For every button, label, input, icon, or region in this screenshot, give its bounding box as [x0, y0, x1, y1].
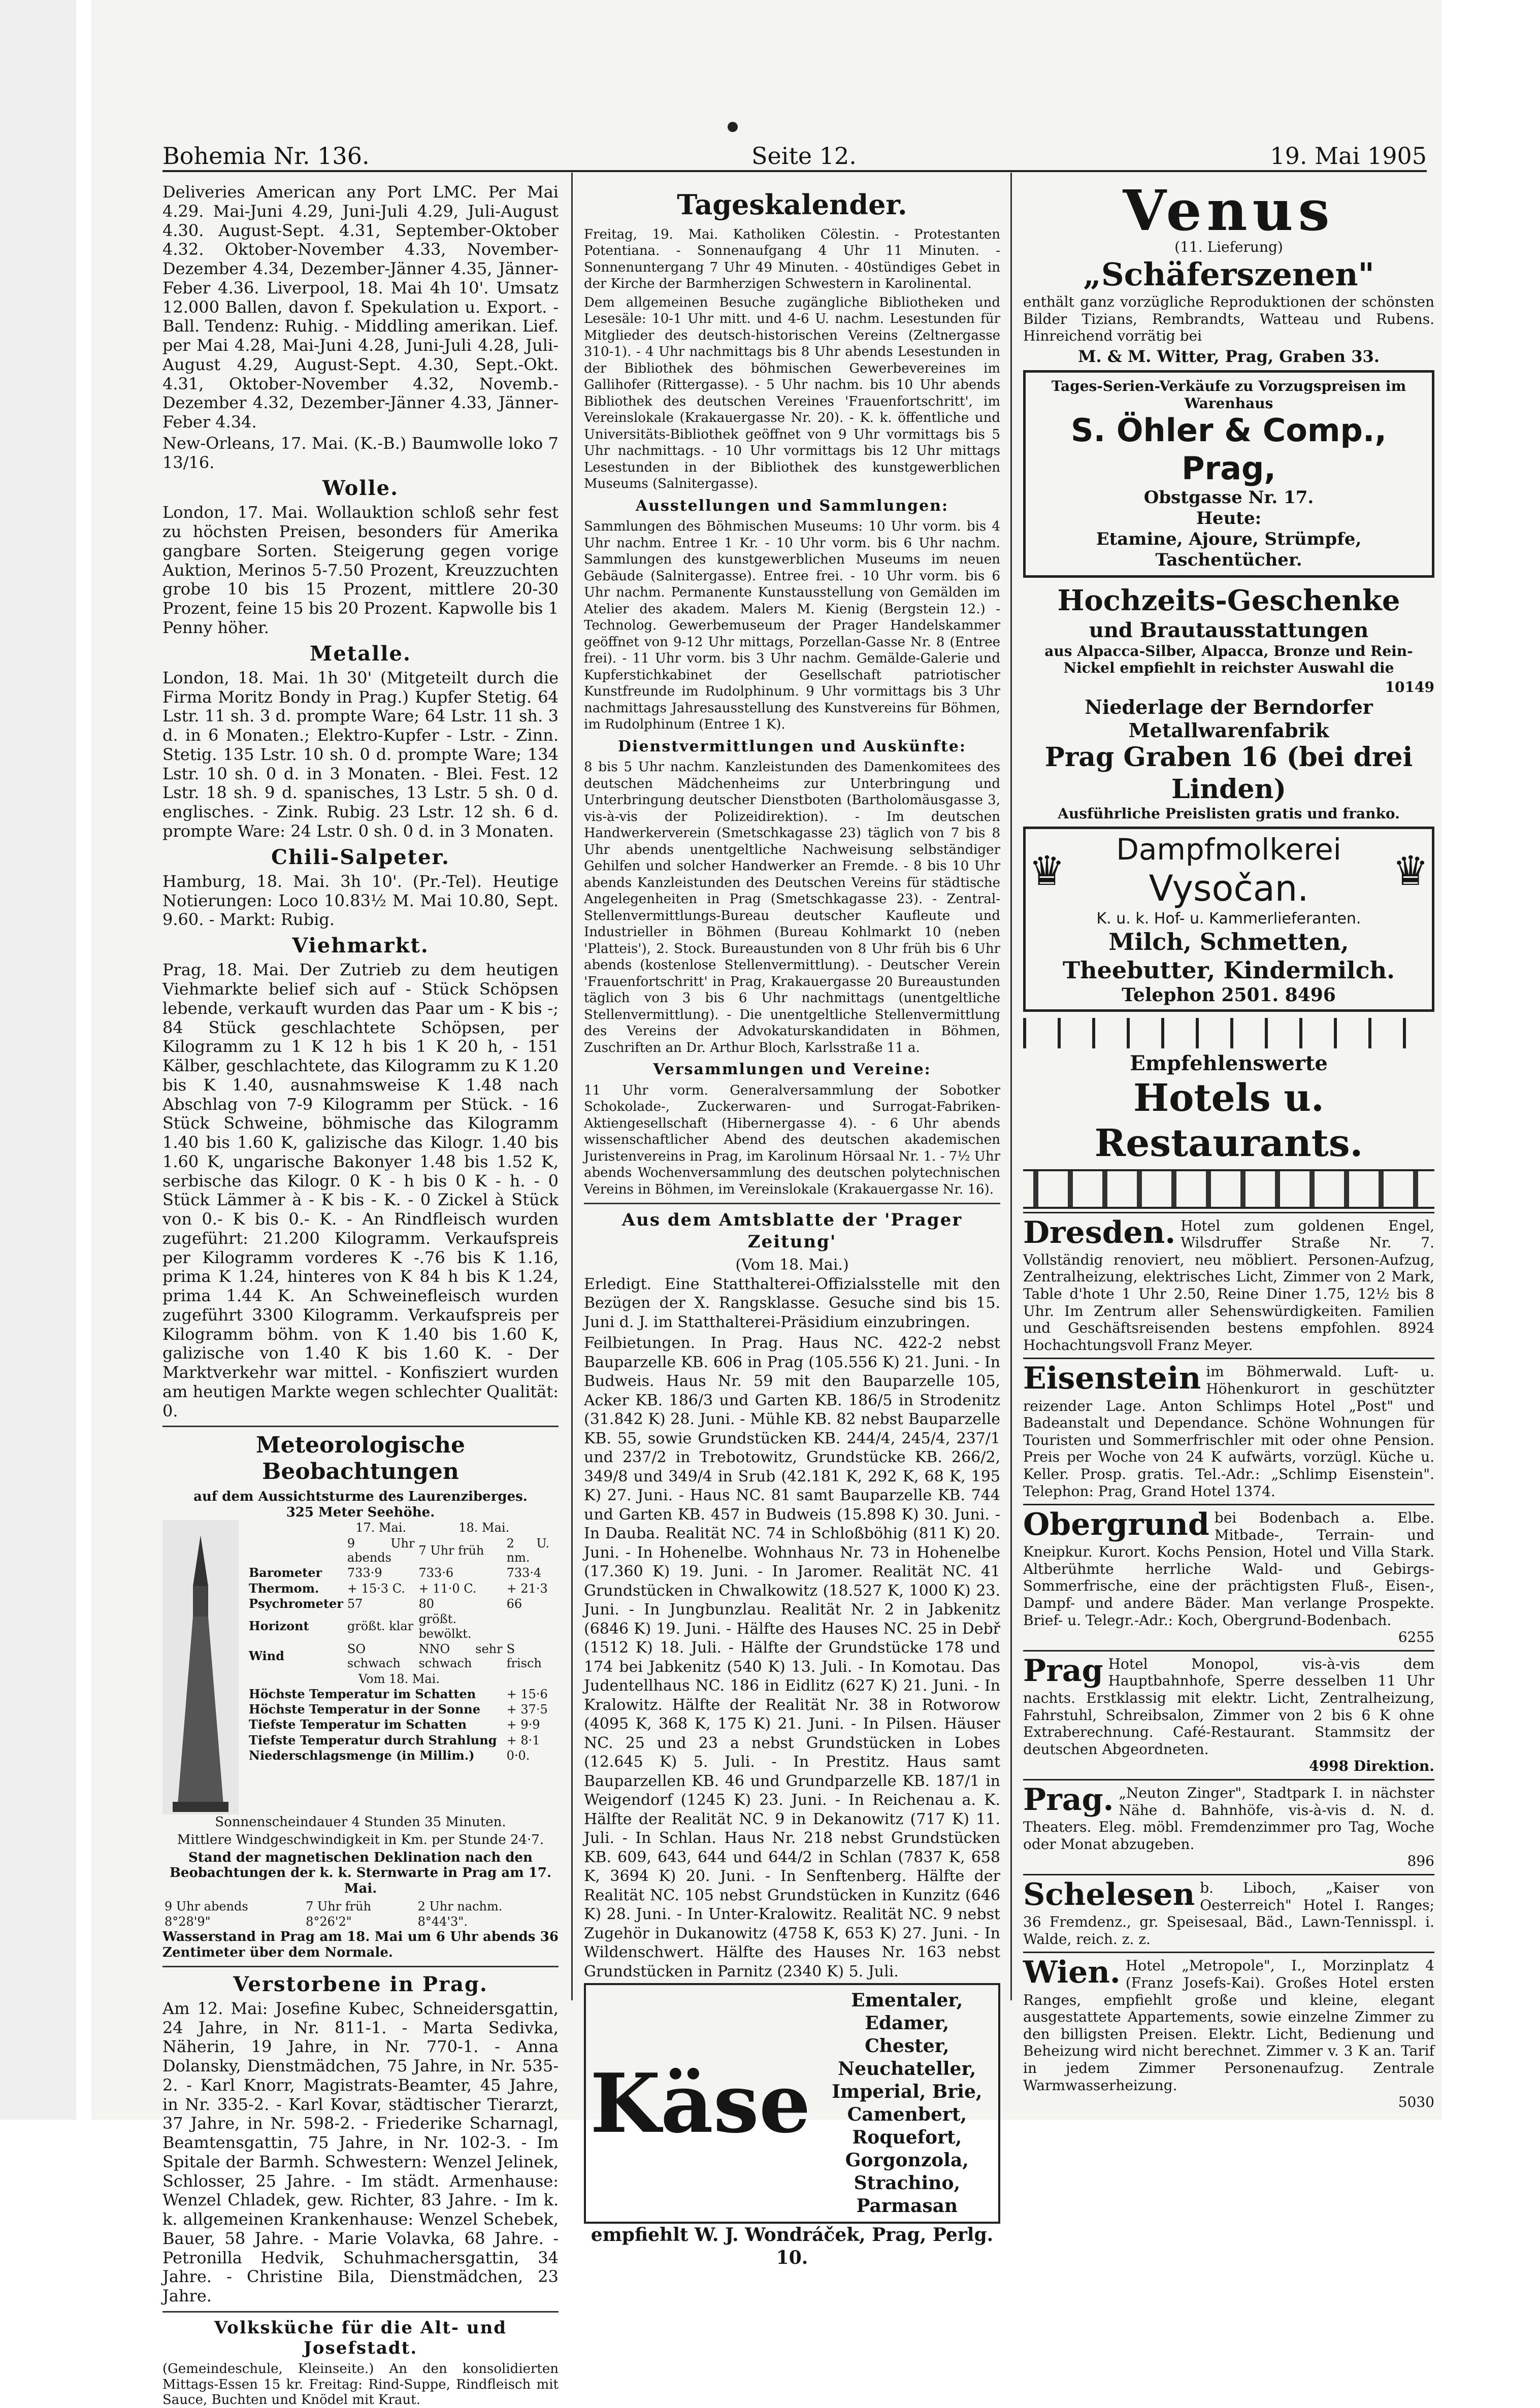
feilbietungen-text: Feilbietungen. In Prag. Haus NC. 422-2 nebst Bauparzelle KB. 606 in Prag (105.556 K) 21. Juni. - In Budweis. Haus Nr. 59 mit den Bauparzelle 105, Acker KB. 186/3 und Garten KB. 186/5 in Strodenitz (31.842 K) 28. Juni. - Mühle KB. 82 nebst Bauparzelle KB. 55, sowie Grundstücken KB. 244/4, 245/4, 237/1 und 237/2 in Trebotowitz, Grundstücke KB. 266/2, 349/8 und 349/4 in Srub (42.181 K, 292 K, 68 K, 195 K) 27. Juni. - Haus NC. 81 samt Bauparzelle KB. 744 und Garten KB. 457 in Budweis (15.898 K) 30. Juni. - In Dauba. Realität NC. 74 in Schloßböhig (811 K) 20. Juni. - In Hohenelbe. Wohnhaus Nr. 73 in Hohenelbe (17.360 K) 19. Juni. - In Jaromer. Realität NC. 41 Grundstücken in Chwalkowitz (18.527 K, 1000 K) 23. Juni. - In Jungbunzlau. Realität Nr. 2 in Jabkenitz (6846 K) 19. Juni. - Hälfte des Hauses NC. 25 in Debř (1512 K) 18. Juli. - Hälfte der Grundstücke 178 und 174 bei Jabkenitz (540 K) 13. Juli. - In Komotau. Das Judentellhaus NC. 186 in Eidlitz (627 K) 21. Juni. - In Kralowitz. Hälfte der Realität Nr. 38 in Rotworow (4095 K, 368 K, 175 K) 21. Juni. - In Pilsen. Häuser NC. 25 und 23 a nebst Grundstücken in Lobes (12.645 K) 5. Juli. - In Prestitz. Haus samt Bauparzellen KB. 46 und Grundparzelle KB. 187/1 in Weigendorf (1245 K) 23. Juni. - In Reichenau a. K. Hälfte der Realität NC. 9 in Dekanowitz (717 K) 11. Juli. - In Schlan. Haus Nr. 218 nebst Grundstücken KB. 609, 643, 644 und 644/2 in Schlan (7837 K, 658 K, 3694 K) 20. Juni. - In Senftenberg. Hälfte der Realität NC. 105 nebst Grundstücken in Kunzitz (646 K) 28. Juni. - In Unter-Kralowitz. Realität NC. 9 nebst Zugehör in Dukanowitz (4758 K, 653 K) 27. Juni. - In Wildenschwert. Hälfte des Hauses Nr. 163 nebst Grundstücken in Parnitz (2340 K) 5. Juli.	[584, 1334, 1000, 1981]
hotel-prag-zinger-text: „Neuton Zinger", Stadtpark I. in nächster Nähe d. Bahnhöfe, vis-à-vis d. N. d. Theaters. Eleg. möbl. Fremdenzimmer pro Tag, Woche oder Monat abzugeben.	[1023, 1785, 1434, 1853]
metalle-text: London, 18. Mai. 1h 30' (Mitgeteilt durch die Firma Moritz Bondy in Prag.) Kupfer Stetig. 64 Lstr. 11 sh. 3 d. prompte Ware; 64 Lstr. 11 sh. 3 d. in 6 Monaten.; Elektro-Kupfer - Lstr. - Zinn. Stetig. 135 Lstr. 10 sh. 0 d. prompte Ware; 134 Lstr. 10 sh. 0 d. in 3 Monaten. - Blei. Fest. 12 Lstr. 18 sh. 9 d. spanisches, 13 Lstr. 5 sh. 0 d. englisches. - Zink. Rubig. 23 Lstr. 12 sh. 6 d. prompte Ware: 24 Lstr. 0 sh. 0 d. in 3 Monaten.	[162, 668, 559, 841]
amtsblatt-heading: Aus dem Amtsblatte der 'Prager Zeitung'	[621, 1210, 963, 1252]
meteo-cell: 733·9	[347, 1566, 382, 1580]
dienstvermittlungen-text: 8 bis 5 Uhr nachm. Kanzleistunden des Damenkomitees des deutschen Mädchenheims zur Unterbringung und Unterbringung deutscher Dienstboten (Bartholomäusgasse 3, vis-à-vis der Polizeidirektion). - Im deutschen Handwerkerverein (Smetschkagasse 23) täglich von 7 bis 8 Uhr abends unentgeltliche Nachweisung selbständiger Gehilfen und solcher Handwerker an Fremde. - 8 bis 10 Uhr abends Kanzleistunden des Deutschen Vereins für städtische Angelegenheiten in Prag (Smetschkagasse 23). - Zentral-Stellenvermittlungs-Bureau deutscher Kaufleute und Industrieller in Böhmen (Bureau Kohlmarkt 10 (neben 'Platteis'), 2. Stock. Bureaustunden von 8 Uhr früh bis 6 Uhr abends (kostenlose Stellenvermittlung). - Deutscher Verein 'Frauenfortschritt' in Prag, Krakauergasse 20 Bureaustunden täglich von 3 bis 6 Uhr nachmittags (unentgeltliche Stellenvermittlung). - Die unentgeltliche Stellenvermittlung des Vereins der Advokaturskandidaten in Böhmen, Zuschriften an Dr. Arthur Bloch, Karlsstraße 11 a.	[584, 760, 1000, 1055]
ausstellungen-text: Sammlungen des Böhmischen Museums: 10 Uhr vorm. bis 4 Uhr nachm. Entree 1 Kr. - 10 Uhr vorm. bis 6 Uhr nachm. Sammlungen des kunstgewerblichen Museums im neuen Gebäude (Salnitergasse). Entree frei. - 10 Uhr vorm. bis 6 Uhr nachm. Permanente Kunstausstellung von Gemälden im Atelier des akadem. Malers M. Kienig (Bergstein 12.) - Technolog. Gewerbemuseum der Prager Handelskammer geöffnet von 9-12 Uhr mittags, Porzellan-Gasse Nr. 8 (Entree frei). - 11 Uhr vorm. bis 3 Uhr nachm. Gemälde-Galerie und Kupferstichkabinet der Gesellschaft patriotischer Kunstfreunde im Rudolphinum. 9 Uhr vormittags bis 3 Uhr nachmittags Jahresausstellung des Kunstvereins für Böhmen, im Rudolphinum (Entree 1 K).	[584, 519, 1000, 732]
column-rule-2	[1010, 173, 1012, 2000]
decl-value: 8°28'9"	[165, 1915, 211, 1929]
eagle-emblem-icon: ♛	[1029, 847, 1065, 895]
meteo-water-level: Wasserstand in Prag am 18. Mai um 6 Uhr abends 36 Zentimeter über dem Normale.	[162, 1929, 559, 1961]
neworleans-report: New-Orleans, 17. Mai. (K.-B.) Baumwolle loko 7 13/16.	[162, 433, 559, 472]
amtsblatt-text: Erledigt. Eine Statthalterei-Offizialsstelle mit den Bezügen der X. Rangsklasse. Gesuche sind bis 15. Juni d. J. im Statthalterei-Präsidium einzubringen.	[584, 1275, 1000, 1331]
venus-advertisement	[1023, 178, 1434, 366]
wolle-text: London, 17. Mai. Wollauktion schloß sehr fest zu höchsten Preisen, besonders für Amerika gangbare Sorten. Steigerung gegen vorige Auktion, Merinos 5-7.50 Prozent, Kreuzzuchten grobe 10 bis 15 Prozent, mittlere 20-30 Prozent, feine 15 bis 20 Prozent. Kapwolle bis 1 Penny höher.	[162, 503, 559, 637]
hotel-prag-monopol	[1023, 1650, 1434, 1779]
dienstvermittlungen-heading: Dienstvermittlungen und Auskünfte:	[618, 737, 966, 755]
ausstellungen-heading: Ausstellungen und Sammlungen:	[635, 497, 949, 515]
molkerei-telephone: Telephon 2501.	[1122, 984, 1279, 1006]
city-dresden: Dresden.	[1023, 1214, 1176, 1250]
header-page-number: Seite 12.	[751, 142, 857, 170]
kaese-varieties: Ementaler, Edamer, Chester, Neuchateller, Imperial, Brie, Camenbert, Roquefort, Gorgonzola, Strachino, Parmasan	[832, 1990, 982, 2217]
meteo-row	[247, 1581, 551, 1596]
section-rule	[162, 1426, 559, 1427]
molkerei-advertisement	[1023, 827, 1434, 1012]
cotton-report: Deliveries American any Port LMC. Per Mai 4.29. Mai-Juni 4.29, Juni-Juli 4.29, Juli-August 4.30. August-Sept. 4.31, September-Oktober 4.32. Oktober-November 4.33, November-Dezember 4.34, Dezember-Jänner 4.35, Jänner-Feber 4.36. Liverpool, 18. Mai 4h 10'. Umsatz 12.000 Ballen, davon f. Spekulation u. Export. - Ball. Tendenz: Ruhig. - Middling amerikan. Lief. per Mai 4.28, Mai-Juni 4.28, Juni-Juli 4.28, Juli-August 4.29, August-Sept. 4.30, Sept.-Okt. 4.31, Oktober-November 4.32, Novemb.-Dezember 4.32, Dezember-Jänner 4.33, Jänner-Feber 4.34.	[162, 182, 559, 432]
meteo-row-label: Barometer	[249, 1565, 322, 1580]
meteo-row-label: Horizont	[249, 1619, 309, 1634]
eagle-emblem-icon: ♛	[1392, 847, 1429, 895]
oehler-items: Etamine, Ajoure, Strümpfe, Taschentücher.	[1096, 529, 1362, 570]
decl-time: 9 Uhr abends	[165, 1899, 248, 1914]
meteo-extra-value: + 15·6	[506, 1687, 548, 1701]
verstorbene-text: Am 12. Mai: Josefine Kubec, Schneidersgattin, 24 Jahre, in Nr. 811-1. - Marta Sedivka, Näherin, 19 Jahre, in Nr. 770-1. - Anna Dolansky, Dienstmädchen, 75 Jahre, in Nr. 535-2. - Karl Knorr, Magistrats-Beamter, 45 Jahre, in Nr. 335-2. - Karl Kovar, städtischer Tierarzt, 37 Jahre, in Nr. 598-2. - Friederike Scharnagl, Beamtensgattin, 75 Jahre, in Nr. 102-3. - Im Spitale der Barmh. Schwestern: Wenzel Jelinek, Schlosser, 25 Jahre. - Im städt. Armenhause: Wenzel Chladek, gew. Richter, 83 Jahre. - Im k. k. allgemeinen Krankenhause: Wenzel Schebek, Bauer, 58 Jahre. - Marie Volavka, 68 Jahre. - Petronilla Hedvik, Schuhmachersgattin, 34 Jahre. - Christine Bila, Dienstmädchen, 23 Jahre.	[162, 1998, 559, 2306]
meteo-cell: NNO sehr schwach	[418, 1641, 503, 1671]
venus-subtitle: „Schäferszenen"	[1083, 255, 1374, 293]
city-schelesen: Schelesen	[1023, 1876, 1195, 1912]
meteo-extra-row	[247, 1733, 551, 1748]
vieh-text: Prag, 18. Mai. Der Zutrieb zu dem heutigen Viehmarkte belief sich auf - Stück Schöpsen lebende, verkauft wurden das Paar um - K bis -; 84 Stück geschlachtete Schöpsen, per Kilogramm zu 1 K 12 h bis 1 K 20 h, - 151 Kälber, geschlachtete, das Kilogramm zu K 1.20 bis K 1.40, ausnahmsweise K 1.48 nach Abschlag von 7-9 Kilogramm per Stück. - 16 Stück Schweine, böhmische das Kilogramm 1.40 bis 1.60 K, galizische das Kilogr. 1.40 bis 1.60 K, ungarische Bakonyer 1.48 bis 1.52 K, serbische das Kilogr. 0 K - h bis 0 K - h. - 0 Stück Lämmer à - K bis - K. - 0 Zickel à Stück von 0.- K bis 0.- K. - An Rindfleisch wurden zugeführt: 21.200 Kilogramm. Verkaufspreis per Kilogramm vorderes K -.76 bis K 1.16, prima K 1.24, hinteres von K 84 h bis K 1.24, prima 1.44 K. An Schweinefleisch wurden zugeführt 3300 Kilogramm. Verkaufspreis per Kilogramm böhm. von K 1.40 bis 1.60 K, galizische von 1.40 K bis 1.60 K. - Der Marktverkehr war mittel. - Konfisziert wurden am heutigen Markte wegen schlechter Qualität: 0.	[162, 960, 559, 1421]
hotel-prag-monopol-text: Hotel Monopol, vis-à-vis dem Hauptbahnhofe, Sperre desselben 11 Uhr nachts. Erstklassig mit elektr. Licht, Zentralheizung, Fahrstuhl, Schreibsalon, Zimmer von 2 bis 6 K ohne Extraberechnung. Café-Restaurant. Stammsitz der deutschen Abgeordneten.	[1023, 1655, 1434, 1758]
versammlungen-heading: Versammlungen und Vereine:	[653, 1061, 931, 1078]
metalle-heading: Metalle.	[310, 641, 411, 666]
meteo-date-vom: Vom 18. Mai.	[358, 1671, 440, 1686]
molkerei-title: Dampfmolkerei	[1116, 832, 1341, 867]
molkerei-number: 8496	[1285, 984, 1336, 1006]
meteo-cell: größt. bewölkt.	[418, 1612, 472, 1641]
venus-firm: M. & M. Witter, Prag, Graben 33.	[1078, 346, 1380, 366]
decl-time: 2 Uhr nachm.	[417, 1899, 503, 1914]
meteo-cell	[505, 1611, 551, 1641]
meteo-table	[247, 1520, 551, 1763]
hochzeit-title: Hochzeits-Geschenke	[1057, 584, 1400, 618]
meteo-cell: S frisch	[506, 1641, 542, 1671]
meteo-sunshine: Sonnenscheindauer 4 Stunden 35 Minuten.	[215, 1815, 506, 1830]
wolle-heading: Wolle.	[322, 476, 399, 501]
column-rule-1	[571, 173, 573, 2000]
meteo-row	[247, 1611, 551, 1641]
hochzeit-text: aus Alpacca-Silber, Alpacca, Bronze und Rein-Nickel empfiehlt in reichster Auswahl die	[1044, 642, 1413, 677]
page-header	[162, 137, 1427, 173]
hochzeit-address: Prag Graben 16 (bei drei Linden)	[1044, 742, 1413, 805]
hochzeit-number: 10149	[1385, 678, 1434, 696]
hotels-intro: Empfehlenswerte	[1130, 1051, 1328, 1075]
oehler-heute: Heute:	[1196, 508, 1262, 529]
decl-value: 8°26'2"	[306, 1915, 352, 1929]
column-1	[162, 182, 559, 2408]
meteo-extra-value: + 37·5	[506, 1702, 548, 1717]
meteo-time-1: 9 Uhr abends	[347, 1536, 415, 1565]
molkerei-products: Milch, Schmetten, Theebutter, Kindermilch.	[1062, 928, 1395, 984]
meteo-cell: 57	[347, 1596, 363, 1611]
meteo-row-label: Psychrometer	[249, 1596, 343, 1611]
meteo-cell: + 15·3 C.	[347, 1581, 405, 1596]
header-date: 19. Mai 1905	[1270, 142, 1427, 170]
hotel-obergrund	[1023, 1504, 1434, 1650]
meteo-subheading: auf dem Aussichtsturme des Laurenziberges.	[193, 1489, 528, 1505]
meteo-extra-row	[247, 1748, 551, 1763]
meteo-wind-speed: Mittlere Windgeschwindigkeit in Km. per Stunde 24·7.	[177, 1832, 544, 1848]
oehler-intro: Tages-Serien-Verkäufe zu Vorzugspreisen im Warenhaus	[1051, 378, 1406, 412]
volkskueche-heading: Volksküche für die Alt- und Josefstadt.	[214, 2317, 507, 2359]
header-paper-name: Bohemia Nr. 136.	[162, 142, 370, 170]
meteo-cell: + 11·0 C.	[418, 1581, 477, 1596]
hochzeit-footer: Ausführliche Preislisten gratis und franko.	[1058, 805, 1400, 822]
section-rule	[584, 1203, 1000, 1204]
hotel-schelesen	[1023, 1874, 1434, 1952]
meteo-row-label: Wind	[249, 1648, 284, 1664]
city-prag: Prag.	[1023, 1782, 1114, 1818]
city-obergrund: Obergrund	[1023, 1507, 1209, 1543]
meteo-extra-label: Tiefste Temperatur im Schatten	[249, 1717, 467, 1732]
meteo-extra-label: Höchste Temperatur im Schatten	[249, 1686, 476, 1701]
meteo-cell: 733·6	[418, 1566, 454, 1580]
chili-heading: Chili-Salpeter.	[271, 845, 450, 869]
venus-title: Venus	[1123, 178, 1335, 243]
bibliotheken-text: Dem allgemeinen Besuche zugängliche Bibliotheken und Lesesäle: 10-1 Uhr mitt. und 4-6 U. nachm. Lesestunden für Mitglieder des deutsch-historischen Vereins (Zeltnergasse 310-1). - 4 Uhr nachmittags bis 8 Uhr abends Lesestunden in der Bibliothek des böhmischen Gewerbevereines im Gallihofer (Rittergasse). - 5 Uhr nachm. bis 10 Uhr abends Bibliothek des deutschen Vereines 'Frauenfortschritt', im Vereinslokale (Krakauergasse Nr. 20). - K. k. öffentliche und Universitäts-Bibliothek geöffnet von 9 Uhr vormittags bis 5 Uhr nachmittags. - 10 Uhr vormittags bis 12 Uhr mittags Lesestunden in der Bibliothek des kunstgewerblichen Museums (Salnitergasse).	[584, 294, 1000, 491]
declination-table	[162, 1899, 559, 1930]
ornament-border	[1023, 1169, 1434, 1209]
meteo-cell: 66	[506, 1596, 522, 1611]
meteo-extra-value: + 8·1	[506, 1733, 540, 1747]
hotel-eisenstein-text: im Böhmerwald. Luft- u. Höhenkurort in geschützter reizender Lage. Anton Schlimps Hotel „Post" und Badeanstalt und Dependance. Schöne Wohnungen für Touristen und Sommerfrischler mit oder ohne Pension. Preis per Woche von 24 K aufwärts, vorzügl. Küche u. Keller. Prosp. gratis. Tel.-Adr.: „Schlimp Eisenstein". Telephon: Prag, Grand Hotel 1374.	[1023, 1363, 1434, 1500]
meteo-height: 325 Meter Seehöhe.	[286, 1504, 435, 1520]
ornament-border	[1023, 1018, 1434, 1048]
scan-margin-left	[0, 0, 76, 2120]
hotel-dresden	[1023, 1212, 1434, 1358]
meteo-extra-label: Höchste Temperatur in der Sonne	[249, 1702, 480, 1717]
meteo-extra-row	[247, 1702, 551, 1717]
meteo-extra-row	[247, 1717, 551, 1732]
oehler-address: Obstgasse Nr. 17.	[1143, 487, 1314, 508]
meteo-cell: 733·4	[506, 1566, 542, 1580]
verstorbene-heading: Verstorbene in Prag.	[233, 1972, 488, 1996]
column-2	[584, 183, 1000, 2268]
meteo-time-2: 7 Uhr früh	[418, 1543, 484, 1558]
hotel-prag-monopol-footer: 4998 Direktion.	[1309, 1758, 1434, 1775]
volkskueche-text: (Gemeindeschule, Kleinseite.) An den konsolidierten Mittags-Essen 15 kr. Freitag: Rind-Suppe, Rindfleisch mit Sauce, Buchten und Knödel mit Kraut.	[162, 2361, 559, 2408]
kaese-title: Käse	[590, 2056, 811, 2151]
hotel-wien-number: 5030	[1398, 2094, 1434, 2111]
tageskalender-heading: Tageskalender.	[677, 188, 907, 221]
meteo-time-3: 2 U. nm.	[506, 1536, 549, 1565]
hochzeit-firm: Niederlage der Berndorfer Metallwarenfabrik	[1085, 696, 1373, 742]
hotel-dresden-text: Hotel zum goldenen Engel, Wilsdruffer Straße Nr. 7. Vollständig renoviert, neu möbliert. Personen-Aufzug, Zentralheizung, elektrisches Licht, Zimmer von 2 Mark, Table d'hote 1 Uhr 2.50, Reine Diner 1.75, 12½ bis 8 Uhr. Im Zentrum aller Sehenswürdigkeiten. Familien und Geschäftsreisenden bestens empfohlen. 8924 Hochachtungsvoll Franz Meyer.	[1023, 1217, 1434, 1354]
hotel-wien-text: Hotel „Metropole", I., Morzinplatz 4 (Franz Josefs-Kai). Großes Hotel ersten Ranges, empfiehlt große und kleine, elegant ausgestattete Appartements, sowie einzelne Zimmer zu den billigsten Preisen. Elektr. Licht, Bedienung und Beheizung wird nicht berechnet. Zimmer v. 3 K an. Tarif in jedem Zimmer Personenaufzug. Zentrale Warmwasserheizung.	[1023, 1957, 1434, 2094]
hotel-wien	[1023, 1952, 1434, 2115]
meteo-heading: Meteorologische Beobachtungen	[256, 1432, 465, 1485]
meteo-cell: größt. klar	[347, 1619, 414, 1634]
kaese-advertisement	[584, 1983, 1000, 2224]
chili-text: Hamburg, 18. Mai. 3h 10'. (Pr.-Tel). Heutige Notierungen: Loco 10.83½ M. Mai 10.80, Sept. 9.60. - Markt: Rubig.	[162, 871, 559, 930]
column-3	[1023, 178, 1434, 2111]
meteo-date-1: 17. Mai.	[355, 1521, 407, 1535]
city-wien: Wien.	[1023, 1955, 1121, 1991]
meteo-extra-value: + 9·9	[506, 1718, 540, 1732]
kaese-vendor: empfiehlt W. J. Wondráček, Prag, Perlg. 10.	[591, 2224, 994, 2268]
hotels-title: Hotels u. Restaurants.	[1094, 1076, 1363, 1165]
meteo-cell: 80	[418, 1596, 434, 1611]
meteo-row	[247, 1596, 551, 1611]
meteo-row	[247, 1641, 551, 1671]
amtsblatt-date: (Vom 18. Mai.)	[735, 1256, 849, 1274]
hotel-prag-zinger-number: 896	[1407, 1853, 1434, 1870]
scan-margin-right	[1449, 0, 1540, 2120]
meteo-cell: SO schwach	[347, 1641, 401, 1671]
section-rule	[162, 2311, 559, 2313]
header-rule	[162, 170, 1427, 172]
meteo-row-label: Thermom.	[249, 1580, 319, 1596]
meteo-block	[162, 1520, 559, 1815]
section-rule	[162, 1966, 559, 1967]
hotel-schelesen-text: b. Liboch, „Kaiser von Oesterreich" Hotel I. Ranges; 36 Fremdenz., gr. Speisesaal, Bäd., Lawn-Tennisspl. i. Walde, reich. z. z.	[1023, 1879, 1434, 1948]
vieh-heading: Viehmarkt.	[292, 934, 429, 958]
hochzeit-subtitle: und Brautausstattungen	[1089, 618, 1369, 642]
meteo-cell: + 21·3	[506, 1581, 548, 1596]
kalender-text: Freitag, 19. Mai. Katholiken Cölestin. - Protestanten Potentiana. - Sonnenaufgang 4 Uhr 11 Minuten. - Sonnenuntergang 7 Uhr 49 Minuten. - 40stündiges Gebet in der Kirche der Barmherzigen Schwestern in Karolinental.	[584, 226, 1000, 291]
oehler-advertisement	[1023, 370, 1434, 578]
hotel-obergrund-text: bei Bodenbach a. Elbe. Mitbade-, Terrain- und Kneipkur. Kurort. Kochs Pension, Hotel und Villa Stark. Altberühmte herrliche Wald- und Gebirgs-Sommerfrische, eine der prächtigsten Fluß-, Eisen-, Dampf- und andere Bäder. Man verlange Prospekte. Brief- u. Telegr.-Adr.: Koch, Obergrund-Bodenbach.	[1023, 1509, 1434, 1629]
hochzeit-advertisement	[1023, 584, 1434, 822]
decl-time: 7 Uhr früh	[306, 1899, 372, 1914]
city-prag: Prag	[1023, 1653, 1103, 1689]
oehler-name: S. Öhler & Comp., Prag,	[1071, 412, 1387, 487]
venus-lieferung: (11. Lieferung)	[1174, 239, 1283, 255]
meteo-date-2: 18. Mai.	[458, 1521, 510, 1535]
hotel-eisenstein	[1023, 1358, 1434, 1504]
meteo-extra-label: Niederschlagsmenge (in Millim.)	[249, 1748, 475, 1763]
meteo-row	[247, 1565, 551, 1580]
tower-illustration	[162, 1520, 239, 1815]
venus-text: enthält ganz vorzügliche Reproduktionen der schönsten Bilder Tizians, Rembrandts, Watteau und Rubens. Hinreichend vorrätig bei	[1023, 293, 1434, 345]
hotel-prag-zinger	[1023, 1779, 1434, 1874]
meteo-extra-label: Tiefste Temperatur durch Strahlung	[249, 1732, 497, 1747]
city-eisenstein: Eisenstein	[1023, 1361, 1201, 1397]
molkerei-subtitle: K. u. k. Hof- u. Kammerlieferanten.	[1096, 910, 1361, 928]
molkerei-name: Vysočan.	[1149, 868, 1309, 910]
meteo-extra-row	[247, 1687, 551, 1702]
hotel-obergrund-number: 6255	[1398, 1629, 1434, 1646]
versammlungen-text: 11 Uhr vorm. Generalversammlung der Sobotker Schokolade-, Zuckerwaren- und Surrogat-Fabriken-Aktiengesellschaft (Hibernergasse 4). - 6 Uhr abends wissenschaftlicher Abend des deutschen akademischen Juristenvereins in Prag, im Karolinum Hörsaal Nr. 1. - 7½ Uhr abends Wochenversammlung des deutschen polytechnischen Vereins in Böhmen, im Vereinslokale (Krakauergasse Nr. 16).	[584, 1082, 1000, 1197]
meteo-declination-heading: Stand der magnetischen Deklination nach den Beobachtungen der k. k. Sternwarte in Prag am 17. Mai.	[169, 1850, 552, 1897]
decl-value: 8°44'3".	[417, 1915, 468, 1929]
punch-hole-dot	[728, 122, 738, 132]
meteo-extra-value: 0·0.	[506, 1749, 530, 1763]
